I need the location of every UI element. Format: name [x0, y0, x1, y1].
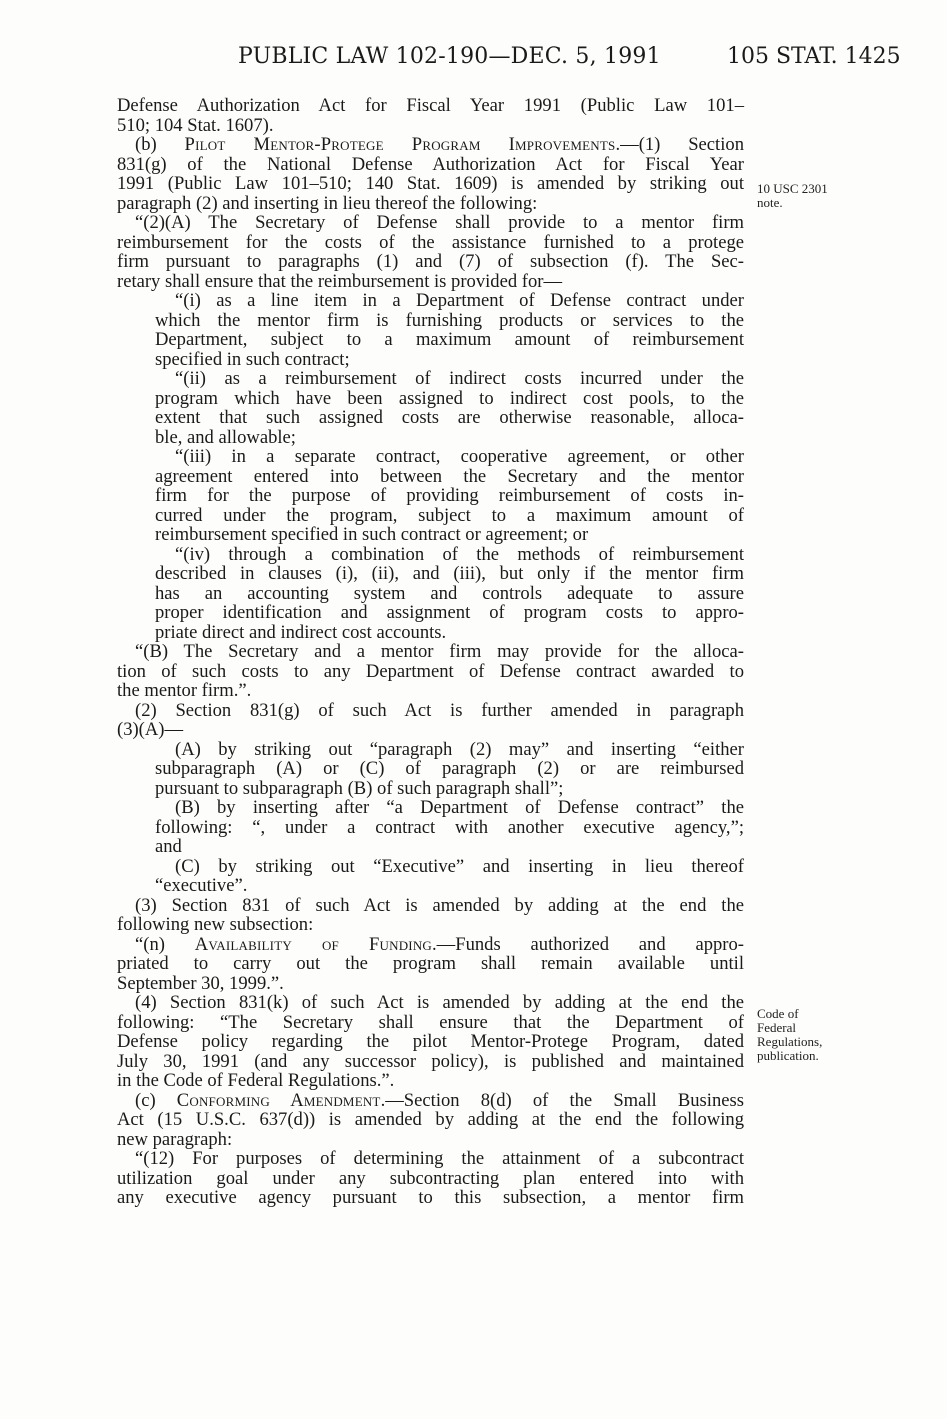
text-line: ble, and allowable; [155, 426, 296, 448]
text-line: the mentor firm.”. [117, 680, 252, 701]
subsection-heading [117, 135, 744, 155]
text-line: paragraph (2) and inserting in lieu thereof the following: [117, 192, 538, 214]
text-line: (A) by striking out “paragraph (2) may” and inserting “either [175, 738, 744, 760]
text-line: has an accounting system and controls adequate to assure [155, 582, 744, 604]
text-line: Act (15 U.S.C. 637(d)) is amended by adding at the end the following [117, 1109, 744, 1130]
page-header [0, 44, 947, 84]
clause-i [117, 291, 744, 369]
text-line: extent that such assigned costs are otherwise reasonable, alloca- [155, 407, 744, 428]
text-line: following: “, under a contract with another executive agency,”; [155, 816, 744, 838]
subparagraph-A [117, 740, 744, 799]
text-line: retary shall ensure that the reimbursement is provided for— [117, 270, 563, 292]
margin-note-line: Code of [757, 1006, 799, 1021]
continuation-paragraph [117, 96, 744, 135]
text-line: agreement entered into between the Secretary and the mentor [155, 465, 744, 487]
text-line: following: “The Secretary shall ensure that the Department of [117, 1011, 744, 1033]
text-line: 1991 (Public Law 101–510; 140 Stat. 1609) is amended by striking out [117, 173, 744, 194]
text-line: 510; 104 Stat. 1607). [117, 114, 274, 136]
text-line: “(iii) in a separate contract, cooperative agreement, or other [175, 446, 744, 467]
text-line: (2) Section 831(g) of such Act is further amended in paragraph [135, 699, 744, 721]
text-line: described in clauses (i), (ii), and (iii), but only if the mentor firm [155, 563, 744, 584]
text-line: “executive”. [155, 875, 248, 896]
text-line: (3)(A)— [117, 719, 184, 740]
subsection-heading [117, 1091, 744, 1111]
heading-tail: .—(1) Section [615, 134, 744, 155]
text-line: in the Code of Federal Regulations.”. [117, 1070, 395, 1091]
subsection-label: (c) [135, 1089, 177, 1111]
text-line: (4) Section 831(k) of such Act is amended by adding at the end the [135, 992, 744, 1013]
text-line: (C) by striking out “Executive” and inserting in lieu thereof [175, 855, 744, 877]
subsection-c [117, 1091, 744, 1150]
clause-iv [117, 545, 744, 643]
subsection-title: Availability of Funding [194, 933, 432, 955]
margin-note-line: publication. [757, 1048, 819, 1063]
heading-tail: .—Funds authorized and appro- [432, 933, 744, 955]
subsection-title: Conforming Amendment [176, 1089, 381, 1111]
text-line: which the mentor firm is furnishing products or services to the [155, 309, 744, 331]
text-line: “(12) For purposes of determining the attainment of a subcontract [135, 1148, 744, 1169]
subsection-n [117, 935, 744, 994]
text-line: “(B) The Secretary and a mentor firm may provide for the alloca- [135, 641, 744, 662]
text-line: “(iv) through a combination of the methods of reimbursement [175, 543, 744, 565]
text-line: pursuant to subparagraph (B) of such paragraph shall”; [155, 777, 564, 799]
text-line: new paragraph: [117, 1128, 233, 1150]
text-line: July 30, 1991 (and any successor policy), is published and maintained [117, 1050, 744, 1072]
text-line: Department, subject to a maximum amount of reimbursement [155, 329, 744, 350]
text-line: “(2)(A) The Secretary of Defense shall provide to a mentor firm [135, 212, 744, 233]
text-line: reimbursement for the costs of the assistance furnished to a protege [117, 231, 744, 253]
text-line: firm pursuant to paragraphs (1) and (7) of subsection (f). The Sec- [117, 251, 744, 272]
paragraph-3 [117, 896, 744, 935]
subsection-heading [117, 935, 744, 955]
margin-note-line: note. [757, 195, 783, 210]
margin-note-cfr [757, 1007, 822, 1063]
text-line: priate direct and indirect cost accounts. [155, 621, 447, 643]
stat-page-number: 105 STAT. 1425 [727, 44, 901, 69]
text-line: (B) by inserting after “a Department of Defense contract” the [175, 797, 744, 818]
subsection-label: “(n) [135, 933, 195, 955]
text-line: priated to carry out the program shall remain available until [117, 953, 744, 974]
subsection-title: Pilot Mentor-Protege Program Improvements [184, 134, 616, 155]
text-line: “(i) as a line item in a Department of Defense contract under [175, 290, 744, 311]
text-line: utilization goal under any subcontracting plan entered into with [117, 1167, 744, 1189]
subsection-b [117, 135, 744, 213]
subsection-label: (b) [135, 134, 185, 155]
margin-note-line: 10 USC 2301 [757, 181, 828, 196]
text-line: 831(g) of the National Defense Authorization Act for Fiscal Year [117, 153, 744, 175]
text-line: firm for the purpose of providing reimbursement of costs in- [155, 485, 744, 506]
text-line: proper identification and assignment of program costs to appro- [155, 602, 744, 623]
text-line: September 30, 1999.”. [117, 972, 284, 994]
text-line: reimbursement specified in such contract or agreement; or [155, 524, 589, 545]
text-line: Defense Authorization Act for Fiscal Year 1991 (Public Law 101– [117, 95, 744, 116]
text-line: “(ii) as a reimbursement of indirect costs incurred under the [175, 368, 744, 389]
text-line: tion of such costs to any Department of Defense contract awarded to [117, 660, 744, 682]
text-line: subparagraph (A) or (C) of paragraph (2) or are reimbursed [155, 758, 744, 779]
text-line: Defense policy regarding the pilot Mentor-Protege Program, dated [117, 1031, 744, 1052]
text-line: and [155, 836, 182, 857]
text-line: program which have been assigned to indirect cost pools, to the [155, 387, 744, 409]
text-line: any executive agency pursuant to this subsection, a mentor firm [117, 1187, 744, 1208]
text-line: following new subsection: [117, 914, 314, 935]
running-title: PUBLIC LAW 102-190—DEC. 5, 1991 [238, 44, 661, 69]
clause-ii [117, 369, 744, 447]
subparagraph-C [117, 857, 744, 896]
text-line: curred under the program, subject to a maximum amount of [155, 504, 744, 526]
margin-note-line: Federal [757, 1020, 796, 1035]
statute-body [117, 96, 744, 1208]
clause-iii [117, 447, 744, 545]
heading-tail: .—Section 8(d) of the Small Business [380, 1089, 744, 1111]
paragraph-4 [117, 993, 744, 1091]
paragraph-12 [117, 1149, 744, 1208]
margin-note-line: Regulations, [757, 1034, 823, 1049]
margin-note-usc [757, 182, 828, 210]
subparagraph-B [117, 798, 744, 857]
paragraph-2A [117, 213, 744, 291]
paragraph-2 [117, 701, 744, 740]
text-line: (3) Section 831 of such Act is amended by adding at the end the [135, 894, 744, 916]
paragraph-2B [117, 642, 744, 701]
text-line: specified in such contract; [155, 348, 350, 370]
